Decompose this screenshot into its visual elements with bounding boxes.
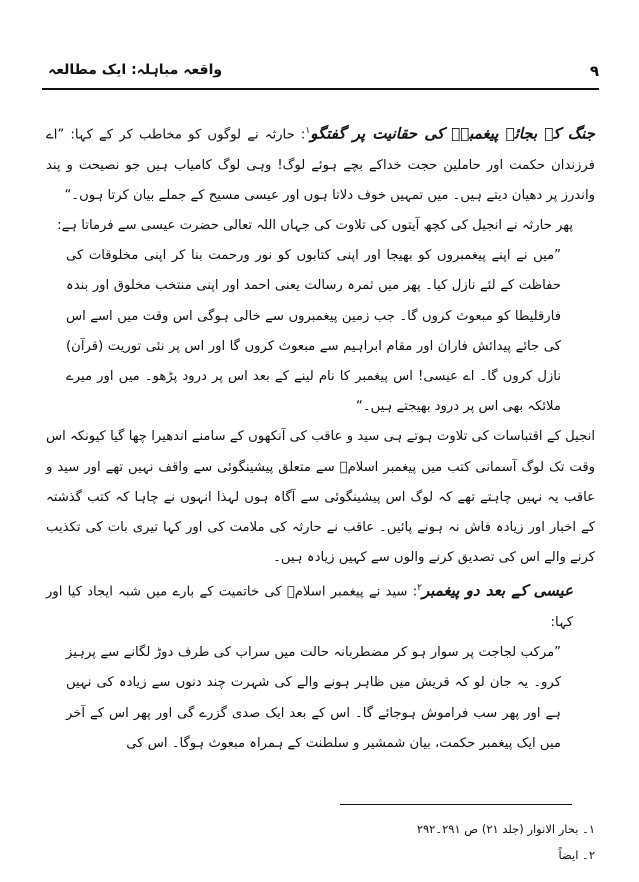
running-title: واقعہ مباہلہ: ایک مطالعہ	[48, 62, 223, 78]
quote-block-2: ”مرکب لجاجت پر سوار ہو کر مضطربانہ حالت میں سراب کی طرف دوڑ لگانے سے پرہیز کرو۔ یہ جان لو کہ قریش میں ظاہر ہونے والے کی شہرت چند دنوں سے زیادہ کی نہیں ہے اور پھر سب فراموش ہوجائے گا۔ اس کے بعد ایک صدی گزرے گی اور پھر اس کے آخر میں ایک پیغمبر حکمت، بیان شمشیر و سلطنت کے ہمراہ مبعوث ہوگا۔ اس کی	[66, 645, 561, 751]
footnotes	[295, 816, 595, 868]
page-number: ۹	[589, 62, 599, 80]
footnote-ref-1: ۱	[305, 126, 311, 136]
section-heading-1: جنگ کے بجائے پیغمبرؐ کی حقانیت پر گفتگو	[310, 124, 595, 143]
header-rule	[42, 88, 599, 90]
paragraph-2: پھر حارثہ نے انجیل کی کچھ آیتوں کی تلاوت کی جہاں اللہ تعالی حضرت عیسی سے فرماتا ہے:	[57, 218, 573, 233]
footnote-2: ۲۔ ایضاً	[558, 848, 595, 862]
footnote-ref-2: ۲	[417, 583, 422, 594]
paragraph-3: انجیل کے اقتباسات کی تلاوت ہوتے ہی سید و عاقب کی آنکھوں کے سامنے اندھیرا چھا گیا کیونکہ اس وقت تک لوگ آسمانی کتب میں پیغمبر اسلامؐ سے متعلق پیشینگوئی سے واقف نہیں تھے اور سید و عاقب یہ نہیں چاہتے تھے کہ لوگ اس پیشینگوئی سے آگاہ ہوں لہذا انہوں نے چاہا کہ کتب گذشتہ کے اخبار اور زیادہ فاش نہ ہونے پائیں۔ عاقب نے حارثہ کی ملامت کی اور کہا تیری بات کی تکذیب کرنے والے اس کی تصدیق کرنے والوں سے کہیں زیادہ ہیں۔	[46, 429, 595, 566]
quote-block-1: ”میں نے اپنے پیغمبروں کو بھیجا اور اپنی کتابوں کو نور ورحمت بنا کر اپنی مخلوقات کی حفاظت کے لئے نازل کیا۔ پھر میں ثمرہ رسالت یعنی احمد اور اپنی منتخب مخلوق اور بندہ فارقلیطا کو مبعوث کروں گا۔ جب زمین پیغمبروں سے خالی ہوگی اس وقت میں اسے اس کی جائے پیدائش فاران اور مقام ابراہیم سے مبعوث کروں گا اور اس پر نئی توریت (قرآن) نازل کروں گا۔ اے عیسی! اس پیغمبر کا نام لینے کے بعد اس پر درود پڑھو۔ میں اور میرے ملائکہ بھی اس پر درود بھیجتے ہیں۔“	[66, 248, 561, 415]
footnote-rule	[340, 804, 572, 805]
page-header	[48, 62, 599, 84]
section-2-text: : سید نے پیغمبر اسلامؐ کی خاتمیت کے بارے میں شبہ ایجاد کیا اور کہا:	[46, 584, 573, 631]
paragraph-4	[46, 573, 595, 638]
paragraph-1	[46, 116, 595, 211]
section-heading-2: عیسی کے بعد دو پیغمبر	[422, 581, 573, 600]
section-1-text: : حارثہ نے لوگوں کو مخاطب کر کے کہا: ”اے فرزندان حکمت اور حاملین حجت خداکے بچے ہوئے لوگ! وہی لوگ کامیاب ہیں جو نصیحت و پند واندرز پر دھیان دیتے ہیں۔ میں تمہیں خوف دلاتا ہوں اور عیسی مسیح کے جملے بیان کرتا ہوں۔“	[46, 127, 595, 203]
body-text	[46, 116, 595, 759]
footnote-1: ۱۔ بحار الانوار (جلد ۲۱) ص ۲۹۱۔۲۹۲	[416, 822, 595, 836]
